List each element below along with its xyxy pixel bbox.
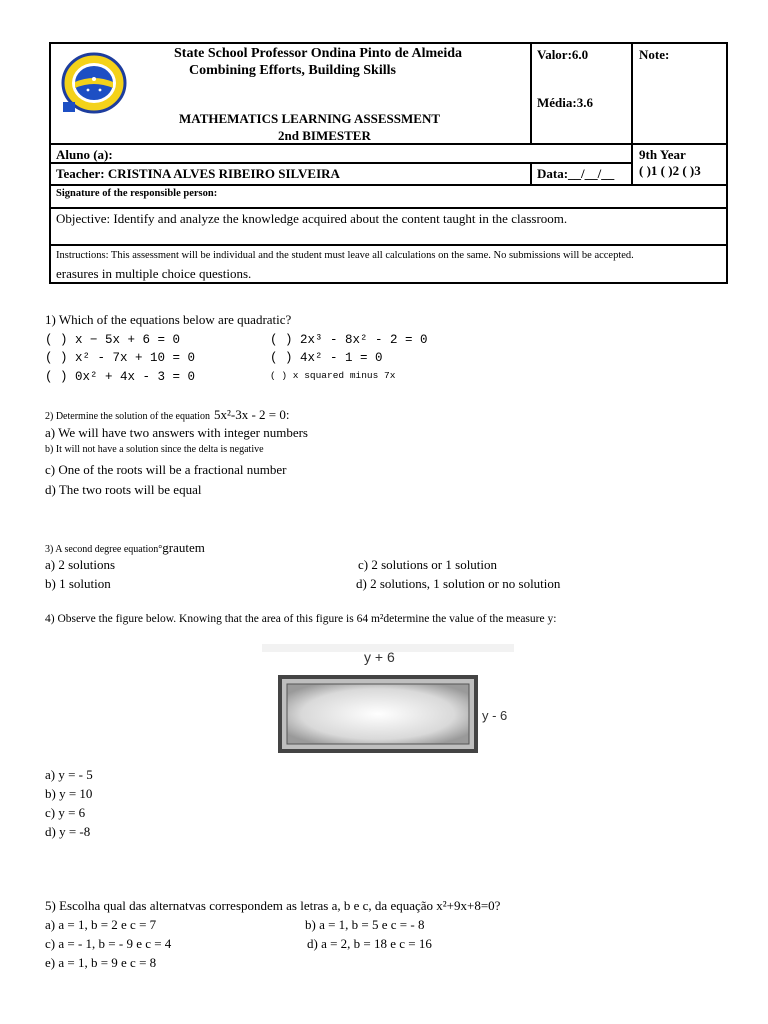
q2-option[interactable]: c) One of the roots will be a fractional number (45, 462, 287, 477)
instructions-text: Instructions: This assessment will be individual and the student must leave all calculations on the same. No submissions will be accepted. (56, 250, 634, 261)
q1-option[interactable]: ( ) x² - 7x + 10 = 0 (45, 351, 196, 365)
objective-text: Objective: Identify and analyze the knowledge acquired about the content taught in the classroom. (56, 211, 568, 226)
student-name-field[interactable]: Aluno (a): (56, 147, 113, 162)
q3-prompt: 3) A second degree equation°grautem (45, 540, 205, 555)
q1-option[interactable]: ( ) x − 5x + 6 = 0 (45, 333, 181, 347)
q2-option[interactable]: a) We will have two answers with integer numbers (45, 425, 308, 440)
valor-label: Valor:6.0 (537, 47, 589, 62)
q4-option[interactable]: c) y = 6 (45, 805, 86, 820)
divider (631, 42, 633, 186)
divider (49, 162, 632, 164)
q1-option[interactable]: ( ) 0x² + 4x - 3 = 0 (45, 370, 196, 384)
q4-option[interactable]: a) y = - 5 (45, 767, 93, 782)
q5-option[interactable]: b) a = 1, b = 5 e c = - 8 (305, 917, 425, 932)
divider (49, 207, 728, 209)
bimester-label: 2nd BIMESTER (278, 128, 371, 143)
teacher-label: Teacher: CRISTINA ALVES RIBEIRO SILVEIRA (56, 166, 340, 181)
q4-option[interactable]: b) y = 10 (45, 786, 93, 801)
top-dimension-label: y + 6 (364, 649, 395, 665)
divider (49, 184, 728, 186)
q2-option[interactable]: b) It will not have a solution since the delta is negative (45, 444, 264, 455)
divider (530, 42, 532, 144)
q5-option[interactable]: d) a = 2, b = 18 e c = 16 (307, 936, 432, 951)
divider (49, 143, 728, 145)
q4-prompt: 4) Observe the figure below. Knowing that the area of this figure is 64 m²determine the value of the measure y: (45, 613, 557, 625)
divider (530, 163, 532, 186)
q3-option[interactable]: d) 2 solutions, 1 solution or no solution (356, 576, 561, 591)
q3-option[interactable]: c) 2 solutions or 1 solution (358, 557, 498, 572)
note-label: Note: (639, 47, 670, 62)
q5-option[interactable]: c) a = - 1, b = - 9 e c = 4 (45, 936, 172, 951)
q1-option[interactable]: ( ) x squared minus 7x (270, 370, 396, 381)
q5-prompt: 5) Escolha qual das alternatvas correspondem as letras a, b e c, da equação x²+9x+8=0? (45, 898, 501, 913)
instructions-text-cont: erasures in multiple choice questions. (56, 266, 252, 281)
rectangle-figure (262, 644, 514, 756)
q3-option[interactable]: a) 2 solutions (45, 557, 116, 572)
year-label: 9th Year (639, 147, 686, 162)
q1-option[interactable]: ( ) 4x² - 1 = 0 (270, 351, 383, 365)
q1-option[interactable]: ( ) 2x³ - 8x² - 2 = 0 (270, 333, 428, 347)
side-dimension-label: y - 6 (482, 708, 508, 723)
assessment-title: MATHEMATICS LEARNING ASSESSMENT (179, 111, 441, 126)
q2-prompt: 2) Determine the solution of the equation 5x²-3x - 2 = 0: (45, 407, 290, 422)
date-field[interactable]: Data:__/__/__ (537, 166, 615, 181)
q1-prompt: 1) Which of the equations below are quadratic? (45, 312, 292, 327)
class-checkboxes[interactable]: ( )1 ( )2 ( )3 (639, 163, 701, 178)
divider (49, 244, 728, 246)
q2-option[interactable]: d) The two roots will be equal (45, 482, 202, 497)
q4-option[interactable]: d) y = -8 (45, 824, 91, 839)
q5-option[interactable]: e) a = 1, b = 9 e c = 8 (45, 955, 157, 970)
school-logo (61, 52, 127, 114)
q5-option[interactable]: a) a = 1, b = 2 e c = 7 (45, 917, 157, 932)
school-motto: Combining Efforts, Building Skills (189, 63, 396, 78)
q3-option[interactable]: b) 1 solution (45, 576, 111, 591)
media-label: Média:3.6 (537, 95, 593, 110)
signature-field[interactable]: Signature of the responsible person: (56, 188, 218, 199)
school-name: State School Professor Ondina Pinto de Almeida (174, 46, 463, 61)
